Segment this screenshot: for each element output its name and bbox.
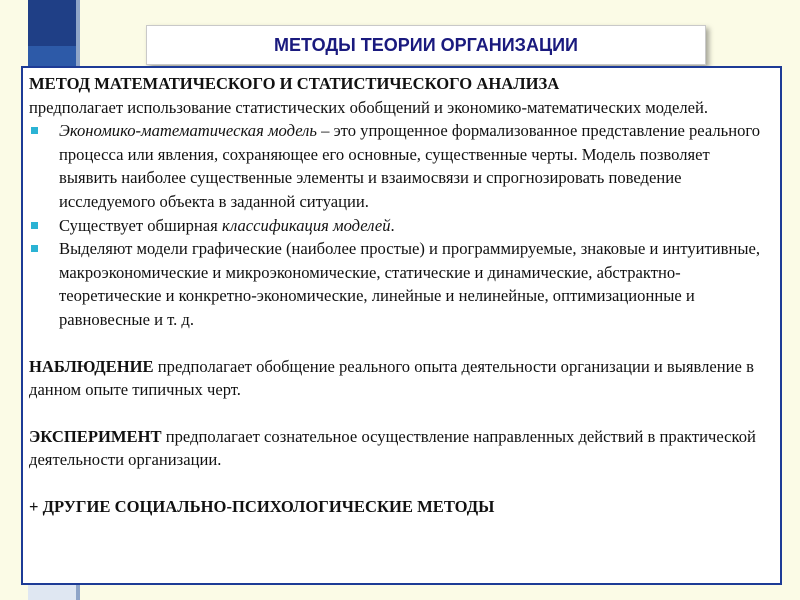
section-math-text: предполагает использование статистических обобщений и экономико-математических моделей. [29,97,709,117]
section-observation-heading: НАБЛЮДЕНИЕ [29,356,154,376]
bullet-text: – это упрощенное формализованное представление реального процесса или явления, сохраняющее его основные, существенные черты. Модель позволяет выявить наиболее существенные элементы и взаимосвязи и спрогнозировать поведение исследуемого объекта в заданной ситуации. [59,121,761,211]
list-item [29,119,772,213]
square-bullet-icon [31,222,38,229]
bullet-text: Выделяют модели графические (наиболее простые) и программируемые, знаковые и интуитивные, макроэкономические и микроэкономические, статические и динамические, абстрактно-теоретические и конкретно-экономические, линейные и нелинейные, оптимизационные и равновесные и т. д. [59,239,761,329]
title-box [146,25,706,65]
bullet-emphasis: Экономико-математическая модель [59,121,317,141]
bullet-text: . [390,215,395,235]
list-item [29,237,772,331]
section-other-methods: + ДРУГИЕ СОЦИАЛЬНО-ПСИХОЛОГИЧЕСКИЕ МЕТОДЫ [29,496,495,516]
section-experiment-text: предполагает сознательное осуществление направленных действий в практической деятельности организации. [29,426,756,470]
section-math-heading: МЕТОД МАТЕМАТИЧЕСКОГО И СТАТИСТИЧЕСКОГО АНАЛИЗА [29,74,560,93]
page-title: МЕТОДЫ ТЕОРИИ ОРГАНИЗАЦИИ [274,34,578,55]
bullet-emphasis: классификация моделей [221,215,391,235]
bullet-text: Существует обширная [59,215,222,235]
list-item [29,214,772,238]
section-observation-text: предполагает обобщение реального опыта деятельности организации и выявление в данном опыте типичных черт. [29,356,754,400]
content-box [21,66,782,585]
square-bullet-icon [31,245,38,252]
section-math [29,72,772,119]
section-experiment-heading: ЭКСПЕРИМЕНТ [29,426,162,446]
square-bullet-icon [31,127,38,134]
strip-block [28,0,76,46]
section-observation [29,355,772,402]
section-experiment [29,425,772,472]
math-bullets [29,119,772,331]
